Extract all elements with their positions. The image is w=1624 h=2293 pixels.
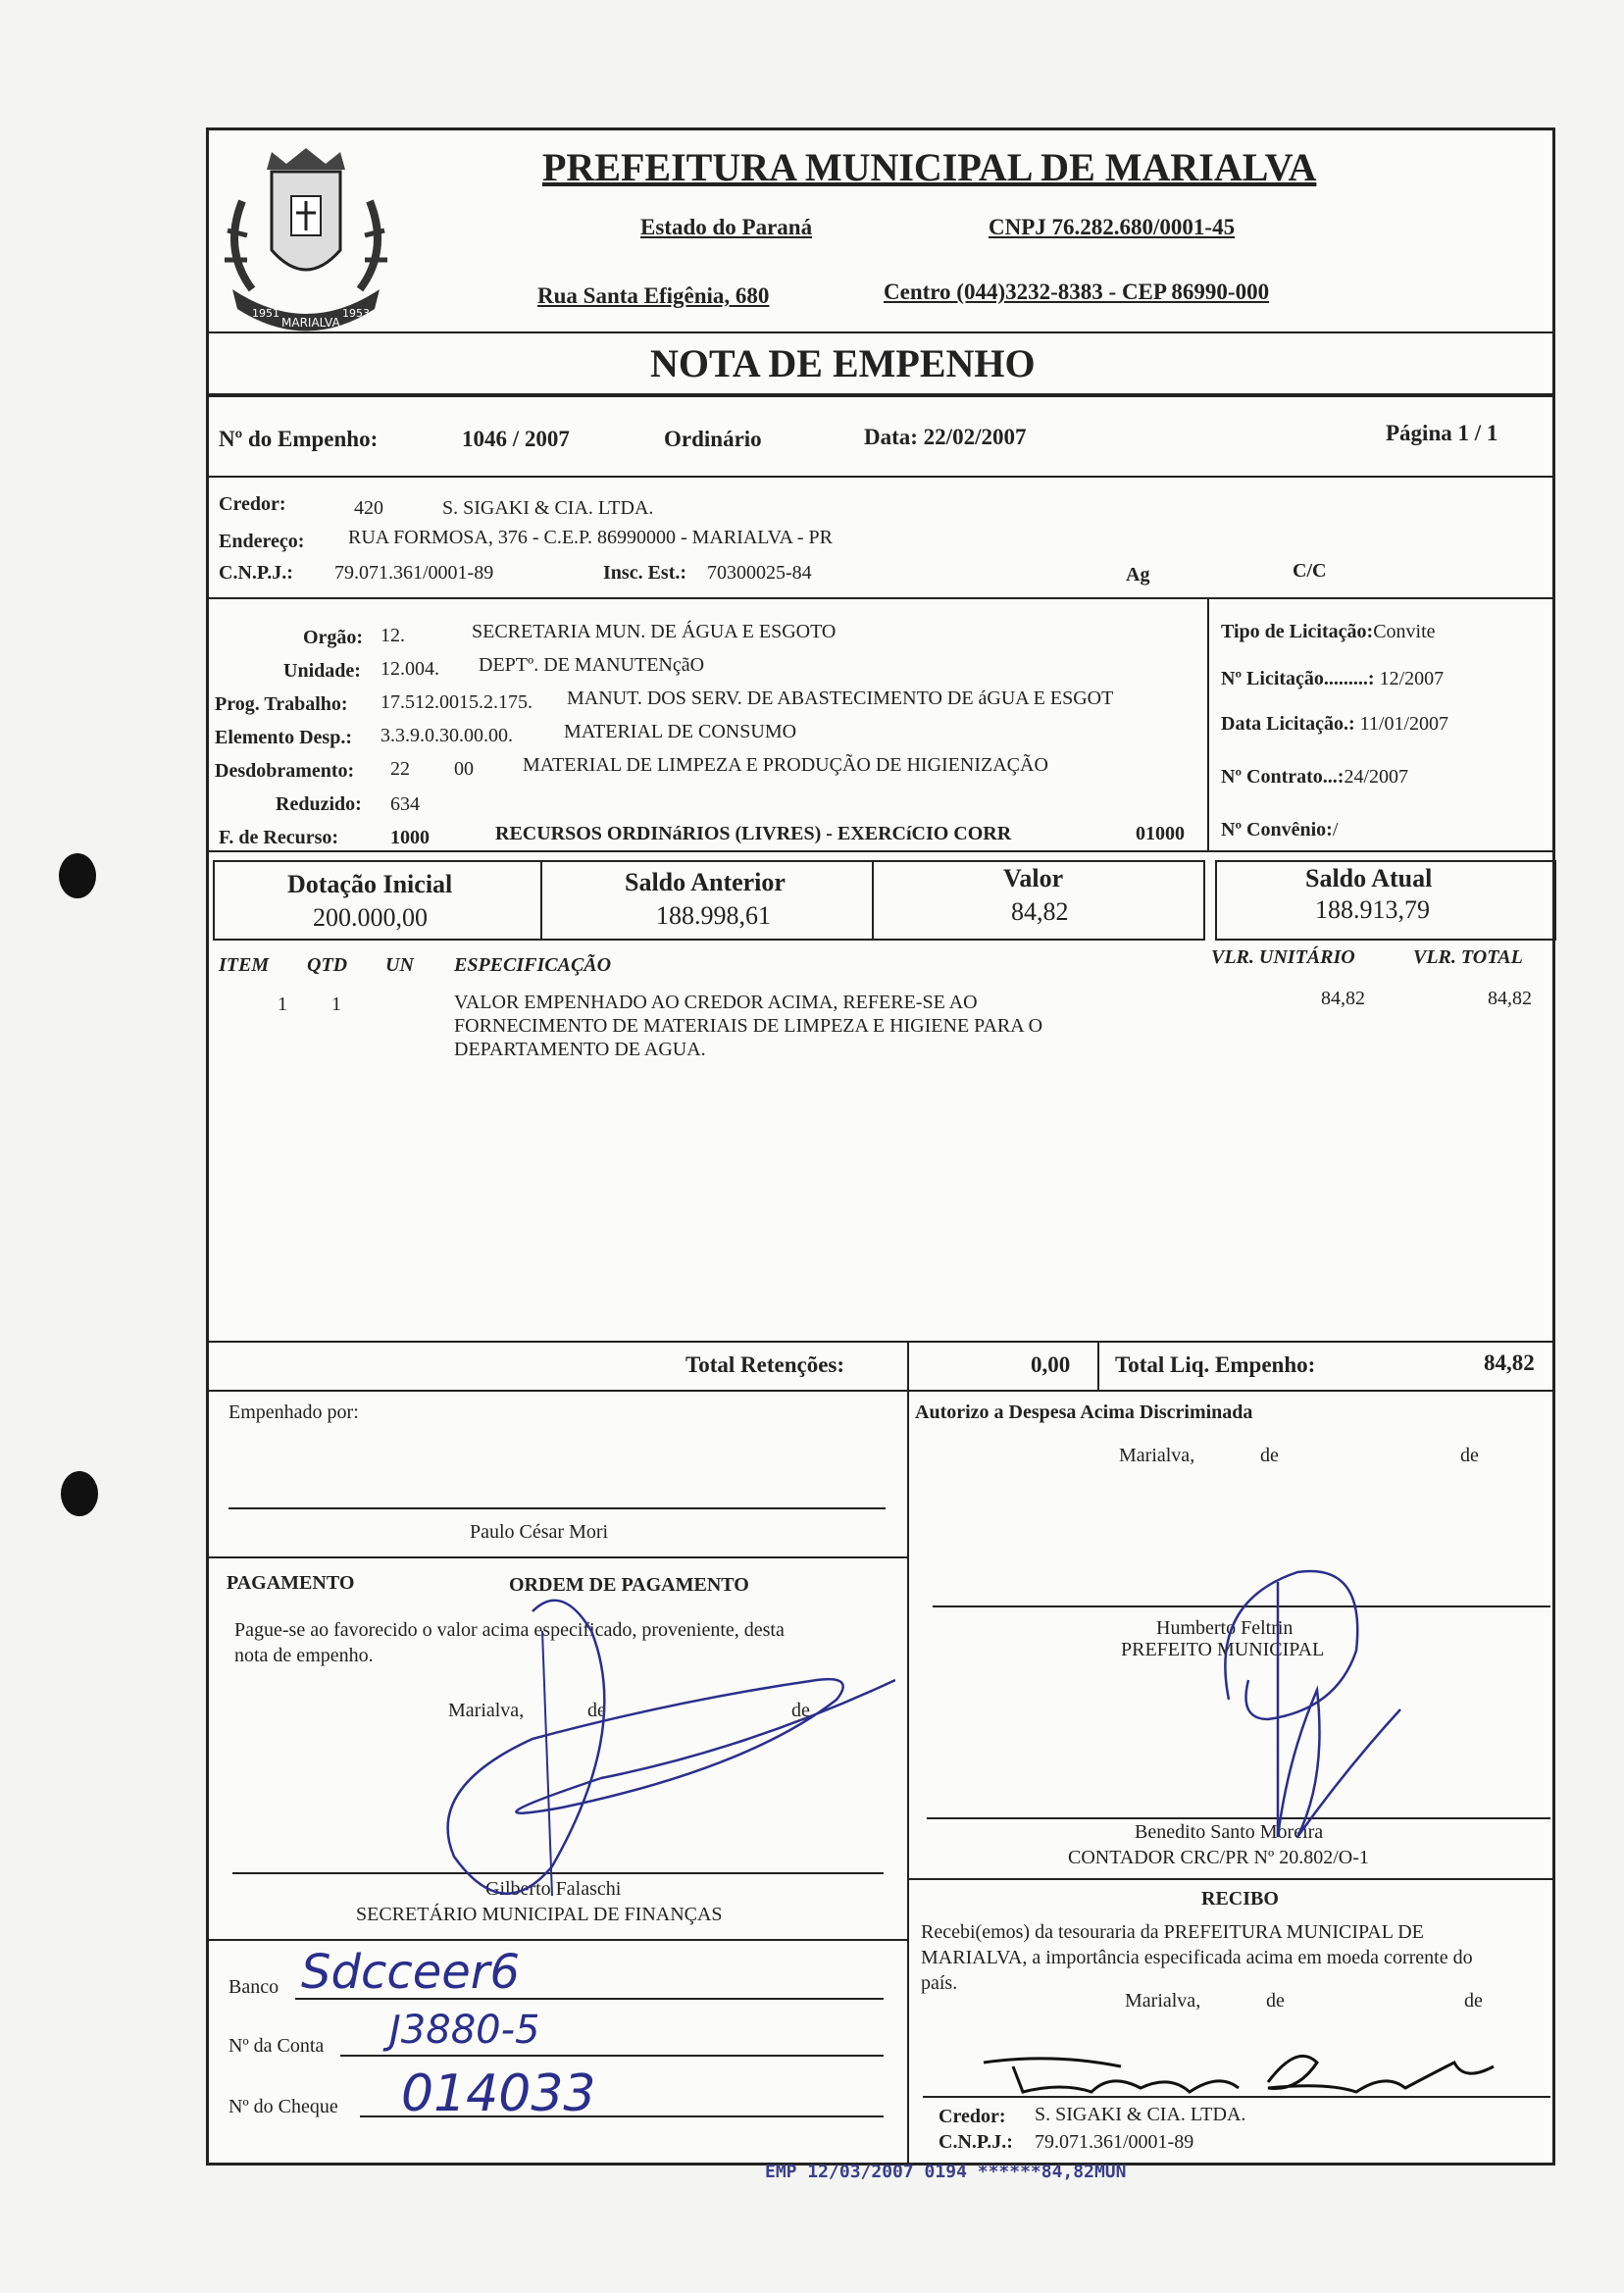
item-qtd: 1 <box>331 994 341 1015</box>
creditor-name: S. SIGAKI & CIA. LTDA. <box>442 497 654 519</box>
empenho-date: Data: 22/02/2007 <box>864 425 1027 449</box>
orgao-name: SECRETARIA MUN. DE ÁGUA E ESGOTO <box>472 621 837 642</box>
pagamento-label: PAGAMENTO <box>227 1572 355 1594</box>
pague-line-1: Pague-se ao favorecido o valor acima especificado, proveniente, desta <box>234 1619 785 1641</box>
recurso-code: 1000 <box>390 827 430 848</box>
insc-label: Insc. Est.: <box>603 562 687 584</box>
licitacao-data-label: Data Licitação.: <box>1221 713 1355 735</box>
ag-label: Ag <box>1126 564 1150 586</box>
address-label: Endereço: <box>219 531 305 552</box>
licitacao-data-value: 11/01/2007 <box>1359 713 1449 735</box>
conta-handwritten: J3880-5 <box>389 2008 540 2053</box>
ordem-pagamento-label: ORDEM DE PAGAMENTO <box>509 1574 749 1596</box>
valor-value: 84,82 <box>1011 897 1069 926</box>
header-title: PREFEITURA MUNICIPAL DE MARIALVA <box>542 145 1317 189</box>
item-unit-value: 84,82 <box>1321 988 1365 1009</box>
contrato <box>1221 766 1408 789</box>
creditor-insc: 70300025-84 <box>707 562 812 584</box>
document-frame <box>206 127 1555 2166</box>
item-number: 1 <box>278 994 287 1015</box>
total-retencoes-value: 0,00 <box>1031 1352 1071 1377</box>
recibo-title: RECIBO <box>1201 1888 1279 1910</box>
autorizo-de-1: de <box>1260 1445 1279 1466</box>
contrato-label: Nº Contrato...: <box>1221 766 1345 788</box>
header-cnpj: CNPJ 76.282.680/0001-45 <box>989 215 1236 239</box>
unidade-name: DEPTº. DE MANUTENçãO <box>479 654 705 676</box>
saldo-anterior-label: Saldo Anterior <box>625 868 786 896</box>
credor-signature-icon <box>974 2023 1503 2102</box>
item-spec-line-2: FORNECIMENTO DE MATERIAIS DE LIMPEZA E HIGIENE PARA O <box>454 1015 1043 1037</box>
licitacao-numero-label: Nº Licitação.........: <box>1221 668 1375 689</box>
licitacao-numero <box>1221 668 1444 690</box>
secretario-title: SECRETÁRIO MUNICIPAL DE FINANÇAS <box>356 1904 723 1925</box>
header-address: Rua Santa Efigênia, 680 <box>537 283 770 308</box>
recibo-de-1: de <box>1266 1990 1285 2012</box>
items-header-total: VLR. TOTAL <box>1413 946 1523 968</box>
empenhado-label: Empenhado por: <box>228 1401 359 1423</box>
pagamento-de-2: de <box>791 1700 810 1721</box>
crest-name: MARIALVA <box>281 316 340 330</box>
items-header-item: ITEM <box>219 954 270 976</box>
desdobramento-name: MATERIAL DE LIMPEZA E PRODUÇÃO DE HIGIENIZAÇÃO <box>523 754 1048 776</box>
prog-label: Prog. Trabalho: <box>215 693 348 715</box>
cc-label: C/C <box>1293 560 1327 582</box>
autorizo-city: Marialva, <box>1119 1445 1195 1466</box>
recibo-line-3: país. <box>921 1972 958 1994</box>
item-spec-line-3: DEPARTAMENTO DE AGUA. <box>454 1039 706 1060</box>
page-number: Página 1 / 1 <box>1386 421 1498 445</box>
autorizo-de-2: de <box>1460 1445 1479 1466</box>
prefeito-signature-icon <box>1190 1543 1405 1857</box>
recibo-cnpj: 79.071.361/0001-89 <box>1035 2131 1194 2153</box>
recurso-number: 01000 <box>1136 823 1185 844</box>
punch-hole-top <box>59 853 96 898</box>
elemento-name: MATERIAL DE CONSUMO <box>564 721 797 742</box>
creditor-address: RUA FORMOSA, 376 - C.E.P. 86990000 - MARIALVA - PR <box>348 527 833 548</box>
header-contact: Centro (044)3232-8383 - CEP 86990-000 <box>884 280 1270 304</box>
desdobramento-code: 22 <box>390 758 410 780</box>
creditor-cnpj: 79.071.361/0001-89 <box>334 562 494 584</box>
contador-title: CONTADOR CRC/PR Nº 20.802/O-1 <box>1068 1847 1369 1868</box>
elemento-code: 3.3.9.0.30.00.00. <box>381 725 513 746</box>
total-liq-label: Total Liq. Empenho: <box>1115 1352 1316 1377</box>
elemento-label: Elemento Desp.: <box>215 727 352 748</box>
reduzido-label: Reduzido: <box>276 793 362 815</box>
pagamento-city: Marialva, <box>448 1700 525 1721</box>
licitacao-tipo <box>1221 621 1436 643</box>
dotacao-inicial-label: Dotação Inicial <box>287 870 453 898</box>
items-header-unit: VLR. UNITÁRIO <box>1211 946 1355 968</box>
processing-stamp: EMP 12/03/2007 0194 ******84,82MUN <box>765 2162 1127 2182</box>
cheque-handwritten: 014033 <box>401 2064 596 2123</box>
contrato-value: 24/2007 <box>1344 766 1409 788</box>
items-header-un: UN <box>385 954 414 976</box>
dotacao-inicial-value: 200.000,00 <box>313 903 428 932</box>
empenho-number-label: Nº do Empenho: <box>219 427 379 451</box>
prog-name: MANUT. DOS SERV. DE ABASTECIMENTO DE áGUA E ESGOT <box>567 688 1114 709</box>
unidade-label: Unidade: <box>283 660 361 682</box>
recibo-credor-label: Credor: <box>939 2106 1006 2127</box>
licitacao-numero-value: 12/2007 <box>1379 668 1445 689</box>
total-retencoes-label: Total Retenções: <box>685 1352 845 1377</box>
banco-handwritten: Sdcceer6 <box>301 1945 521 2000</box>
recibo-city: Marialva, <box>1125 1990 1201 2012</box>
items-header-spec: ESPECIFICAÇÃO <box>454 954 612 976</box>
recibo-credor: S. SIGAKI & CIA. LTDA. <box>1035 2104 1246 2125</box>
prog-code: 17.512.0015.2.175. <box>381 691 533 713</box>
empenho-number: 1046 / 2007 <box>462 427 570 451</box>
recibo-cnpj-label: C.N.P.J.: <box>939 2131 1013 2153</box>
licitacao-data <box>1221 713 1448 736</box>
creditor-label: Credor: <box>219 493 286 515</box>
header-state: Estado do Paraná <box>640 215 813 239</box>
document-title: NOTA DE EMPENHO <box>650 341 1036 385</box>
licitacao-tipo-value: Convite <box>1373 621 1436 642</box>
unidade-code: 12.004. <box>381 658 439 680</box>
cheque-label: Nº do Cheque <box>228 2096 338 2117</box>
recibo-de-2: de <box>1464 1990 1483 2012</box>
crest-year-left: 1951 <box>252 307 279 320</box>
convenio <box>1221 819 1338 841</box>
convenio-label: Nº Convênio: <box>1221 819 1333 841</box>
convenio-value: / <box>1332 819 1339 841</box>
item-spec-line-1: VALOR EMPENHADO AO CREDOR ACIMA, REFERE-SE AO <box>454 992 978 1013</box>
saldo-atual-label: Saldo Atual <box>1305 864 1433 892</box>
recibo-line-2: MARIALVA, a importância especificada acima em moeda corrente do <box>921 1947 1473 1968</box>
recurso-label: F. de Recurso: <box>219 827 339 848</box>
reduzido-value: 634 <box>390 793 420 815</box>
secretario-name: Gilberto Falaschi <box>485 1878 622 1900</box>
item-total-value: 84,82 <box>1488 988 1532 1009</box>
crest-year-right: 1953 <box>342 307 370 320</box>
valor-label: Valor <box>1003 864 1064 892</box>
banco-label: Banco <box>228 1976 279 1998</box>
total-liq-value: 84,82 <box>1484 1350 1535 1375</box>
prefeito-title: PREFEITO MUNICIPAL <box>1121 1639 1325 1660</box>
saldo-anterior-value: 188.998,61 <box>656 901 771 930</box>
desdobramento-sub: 00 <box>454 758 474 780</box>
cnpj-label: C.N.P.J.: <box>219 562 293 584</box>
empenho-type: Ordinário <box>664 427 762 451</box>
municipal-crest-icon <box>213 142 399 348</box>
saldo-atual-value: 188.913,79 <box>1315 895 1430 924</box>
creditor-code: 420 <box>354 497 383 519</box>
contador-name: Benedito Santo Moreira <box>1135 1821 1324 1843</box>
prefeito-name: Humberto Feltrin <box>1156 1617 1294 1639</box>
empenhado-name: Paulo César Mori <box>470 1521 609 1543</box>
items-header-qtd: QTD <box>307 954 348 976</box>
pague-line-2: nota de empenho. <box>234 1645 374 1666</box>
orgao-label: Orgão: <box>303 627 364 648</box>
secretario-signature-icon <box>307 1572 895 1925</box>
licitacao-tipo-label: Tipo de Licitação: <box>1221 621 1374 642</box>
orgao-code: 12. <box>381 625 405 646</box>
pagamento-de-1: de <box>587 1700 606 1721</box>
conta-label: Nº da Conta <box>228 2035 325 2057</box>
recurso-name: RECURSOS ORDINáRIOS (LIVRES) - EXERCíCIO CORR <box>495 823 1012 844</box>
desdobramento-label: Desdobramento: <box>215 760 355 782</box>
recibo-line-1: Recebi(emos) da tesouraria da PREFEITURA MUNICIPAL DE <box>921 1921 1424 1943</box>
autorizo-text: Autorizo a Despesa Acima Discriminada <box>915 1401 1253 1423</box>
punch-hole-bottom <box>61 1471 98 1516</box>
